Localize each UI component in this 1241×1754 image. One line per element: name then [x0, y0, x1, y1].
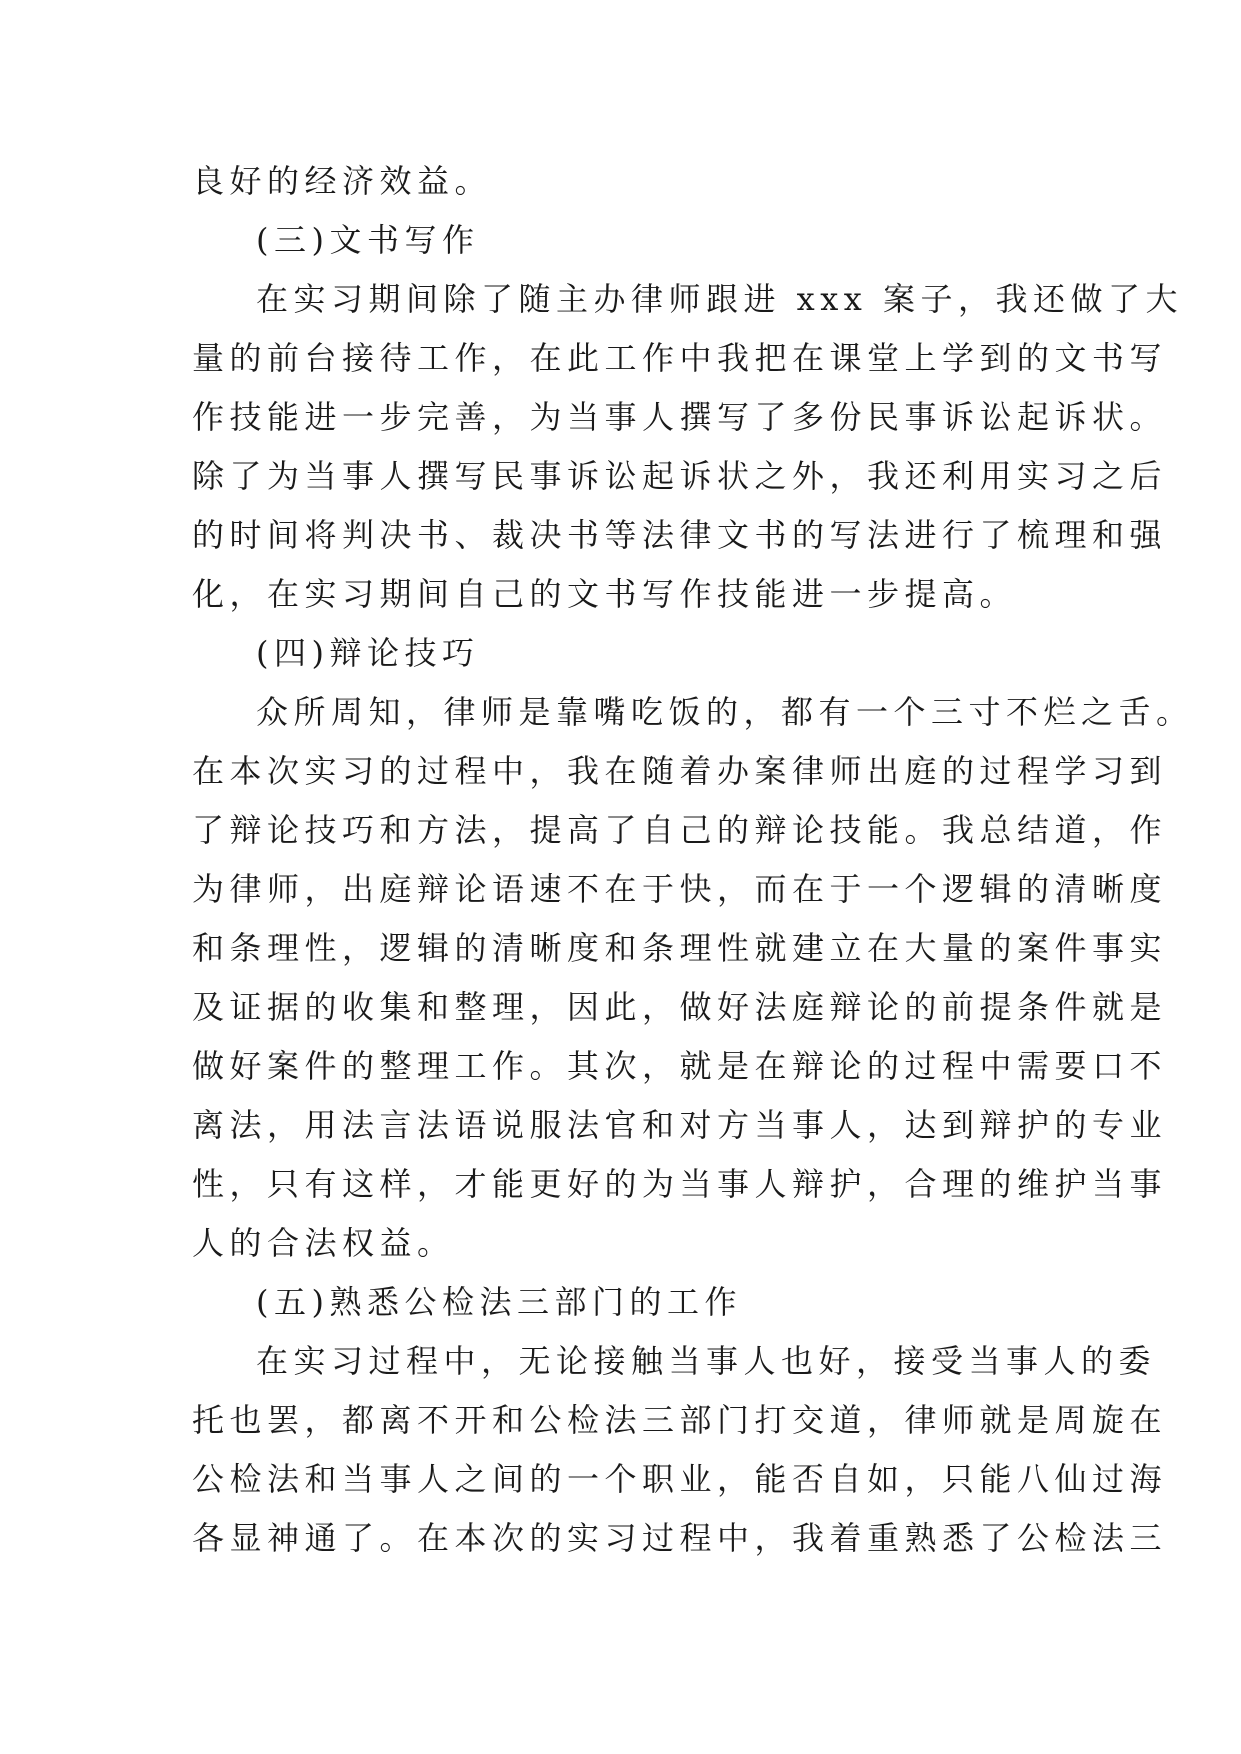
text-line: 及证据的收集和整理，因此，做好法庭辩论的前提条件就是 — [192, 988, 1168, 1026]
text-line: 量的前台接待工作，在此工作中我把在课堂上学到的文书写 — [192, 339, 1168, 377]
text-line: 在实习过程中，无论接触当事人也好，接受当事人的委 — [256, 1342, 1157, 1380]
section-heading: (五)熟悉公检法三部门的工作 — [256, 1283, 742, 1321]
document-page — [192, 152, 1194, 1568]
section-heading: (四)辩论技巧 — [256, 634, 480, 672]
text-line: 托也罢，都离不开和公检法三部门打交道，律师就是周旋在 — [192, 1401, 1168, 1439]
text-line: 良好的经济效益。 — [192, 162, 493, 200]
section-heading: (三)文书写作 — [256, 221, 480, 259]
text-line: 除了为当事人撰写民事诉讼起诉状之外，我还利用实习之后 — [192, 457, 1168, 495]
text-line: 的时间将判决书、裁决书等法律文书的写法进行了梳理和强 — [192, 516, 1168, 554]
text-line: 做好案件的整理工作。其次，就是在辩论的过程中需要口不 — [192, 1047, 1168, 1085]
text-line: 了辩论技巧和方法，提高了自己的辩论技能。我总结道，作 — [192, 811, 1168, 849]
text-line: 化，在实习期间自己的文书写作技能进一步提高。 — [192, 575, 1018, 613]
text-line: 作技能进一步完善，为当事人撰写了多份民事诉讼起诉状。 — [192, 398, 1168, 436]
text-line: 性，只有这样，才能更好的为当事人辩护，合理的维护当事 — [192, 1165, 1168, 1203]
text-line: 为律师，出庭辩论语速不在于快，而在于一个逻辑的清晰度 — [192, 870, 1168, 908]
text-line: 公检法和当事人之间的一个职业，能否自如，只能八仙过海 — [192, 1460, 1168, 1498]
text-line: 人的合法权益。 — [192, 1224, 455, 1262]
text-line: 众所周知，律师是靠嘴吃饭的，都有一个三寸不烂之舌。 — [256, 693, 1194, 731]
text-line: 和条理性，逻辑的清晰度和条理性就建立在大量的案件事实 — [192, 929, 1168, 967]
text-line: 各显神通了。在本次的实习过程中，我着重熟悉了公检法三 — [192, 1519, 1168, 1557]
text-line: 在本次实习的过程中，我在随着办案律师出庭的过程学习到 — [192, 752, 1168, 790]
text-line: 在实习期间除了随主办律师跟进 xxx 案子，我还做了大 — [256, 280, 1183, 318]
text-line: 离法，用法言法语说服法官和对方当事人，达到辩护的专业 — [192, 1106, 1168, 1144]
